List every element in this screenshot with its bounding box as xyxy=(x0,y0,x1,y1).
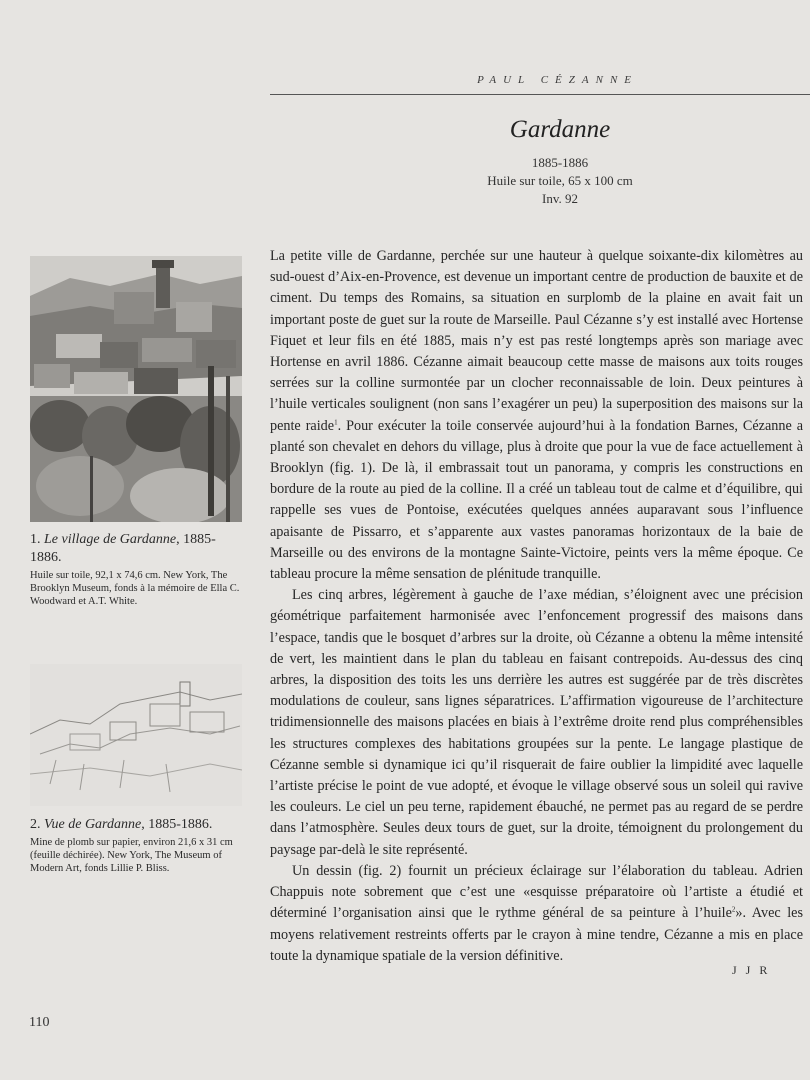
figure-1-date: , 1885-1886. xyxy=(30,532,216,565)
figure-2-detail: Mine de plomb sur papier, environ 21,6 x 31 cm (feuille déchirée). New York, The Museum of Modern Art, fonds Lillie P. Bliss. xyxy=(30,837,233,874)
artwork-date: 1885-1886 xyxy=(531,155,589,170)
artwork-medium: Huile sur toile, 65 x 100 cm xyxy=(487,173,633,188)
paragraph-3-cont: ». Avec les moyens relativement restreints offerts par le crayon à mine tendre, Cézanne a mis en place toute la dynamique spatiale de la version définitive. xyxy=(270,905,803,964)
header-rule xyxy=(270,94,810,95)
paragraph-1: La petite ville de Gardanne, perchée sur une hauteur à quelque soixante-dix kilomètres au sud-ouest d’Aix-en-Provence, est devenue un important centre de production de bauxite et de ciment. Du temps des Romains, sa situation en surplomb de la plaine en avait fait un important poste de guet sur la route de Marseille. Paul Cézanne s’y est installé avec Hortense Fiquet et leur fils en été 1885, mais n’y est pas resté longtemps après son mariage avec Hortense en avril 1886. Cézanne aimait beaucoup cette masse de maisons aux toits rouges serrées sur la colline surmontée par un clocher reconnaissable de loin. Deux peintures à l’huile verticales soulignent (non sans l’exagérer un peu) la superposition des maisons sur la pente raide$^1$. Pour exécuter la toile conservée aujourd’hui à la fondation Barnes, Cézanne a planté son chevalet en dehors du village, plus à droite que pour la vue de face actuellement à Brooklyn (fig. 1). De là, il embrassait tout un panorama, y compris les constructions en bordure de la route au pied de la colline. Il a créé un tableau tout de calme et d’équilibre, qui rappelle ses vues de Pontoise, exécutées quelques années auparavant sous l’influence apaisante de Pissarro, et s’apparente aux vastes panoramas horizontaux de la baie de Marseille ou des environs de la montagne Sainte-Victoire, peints vers la même époque. Ce tableau procure la même sensation de plénitude tranquille. xyxy=(270,248,804,583)
artwork-inventory: Inv. 92 xyxy=(542,191,578,206)
running-head: PAUL CÉZANNE xyxy=(477,74,638,86)
figure-2-caption xyxy=(30,816,242,875)
footnote-ref-1: 1 xyxy=(334,417,338,426)
figure-1-detail: Huile sur toile, 92,1 x 74,6 cm. New York, The Brooklyn Museum, fonds à la mémoire de Ella C. Woodward et A.T. White. xyxy=(30,570,240,607)
essay-body xyxy=(270,246,803,967)
author-signature: J J R xyxy=(732,963,771,977)
figure-2-drawing xyxy=(30,664,242,806)
paragraph-3 xyxy=(270,861,803,967)
paragraph-2: Les cinq arbres, légèrement à gauche de l’axe médian, s’éloignent avec une précision géométrique parfaitement harmonisée avec l’enfoncement progressif des maisons dans l’espace, tandis que le bosquet d’arbres sur la droite, où Cézanne a obtenu la même intensité de vert, les maintient dans le plan du tableau en faisant contrepoids. Au-dessus des cinq arbres, la disposition des toits les uns derrière les autres est suggérée par de très discrètes modulations de couleur, sans lignes séparatrices. L’affirmation vigoureuse de l’architecture tridimensionnelle des maisons placées en biais à l’extrême droite rend plus compréhensibles les structures complexes des habitations groupées sur la pente. Le langage plastique de Cézanne semble si dynamique ici qu’il risquerait de faire oublier la limpidité avec laquelle l’artiste précise le point de vue adopté, et évoque le village observé sous un soleil qui ravive les couleurs. Le ciel un peu terne, rapidement ébauché, ne permet pas au regard de se perdre dans l’atmosphère. Seules deux tours de guet, sur la droite, témoignent du prolongement du paysage par-delà le site représenté. xyxy=(270,587,803,858)
figure-2-date: , 1885-1886. xyxy=(141,817,213,832)
footnote-ref-2: 2 xyxy=(731,905,736,914)
artwork-meta xyxy=(430,154,690,208)
paragraph-1-text: La petite ville de Gardanne, perchée sur une hauteur à quelque soixante-dix kilomètres au sud-ouest d’Aix-en-Provence, est devenue un important centre de production de bauxite et de ciment. Du temps des Romains, sa situation en surplomb de la plaine en avait fait un important poste de guet sur la route de Marseille. Paul Cézanne s’y est installé avec Hortense Fiquet et leur fils en été 1885, mais n’y est pas resté longtemps après son mariage avec Hortense en avril 1886. Cézanne aimait beaucoup cette masse de maisons aux toits rouges serrées sur la colline surmontée par un clocher reconnaissable de loin. Deux peintures à l’huile verticales soulignent (non sans l’exagérer un peu) la superposition des maisons sur la pente raide xyxy=(270,248,803,434)
page-number: 110 xyxy=(29,1015,50,1030)
figure-2-title: Vue de Gardanne xyxy=(44,817,142,832)
paragraph-3-text: Un dessin (fig. 2) fournit un précieux éclairage sur l’élaboration du tableau. Adrien Chappuis note sobrement que c’est une «esquisse préparatoire où l’artiste a étudié et déterminé l’organisation ainsi que le rythme général de sa peinture à l’huile xyxy=(270,862,803,922)
figure-1-painting xyxy=(30,256,242,522)
paragraph-1-cont: Pour exécuter la toile conservée aujourd’hui à la fondation Barnes, Cézanne a planté son chevalet en dehors du village, plus à droite que pour la vue de face actuellement à Brooklyn (fig. 1). De là, il embrassait tout un panorama, y compris les constructions en bordure de la route au pied de la colline. Il a créé un tableau tout de calme et d’équilibre, qui rappelle ses vues de Pontoise, exécutées quelques années auparavant sous l’influence apaisante de Pissarro, et s’apparente aux vastes panoramas horizontaux de la baie de Marseille ou des environs de la montagne Sainte-Victoire, peints vers la même époque. Ce tableau procure la même sensation de plénitude tranquille. xyxy=(270,417,804,583)
artwork-title: Gardanne xyxy=(509,116,611,143)
figure-2-number: 2. xyxy=(30,817,41,832)
figure-1-title-line xyxy=(30,531,242,567)
figure-1-title: Le village de Gardanne xyxy=(44,532,177,547)
figure-1-caption xyxy=(30,531,242,608)
figure-1-number: 1. xyxy=(30,532,41,547)
figure-2-title-line xyxy=(30,816,242,834)
